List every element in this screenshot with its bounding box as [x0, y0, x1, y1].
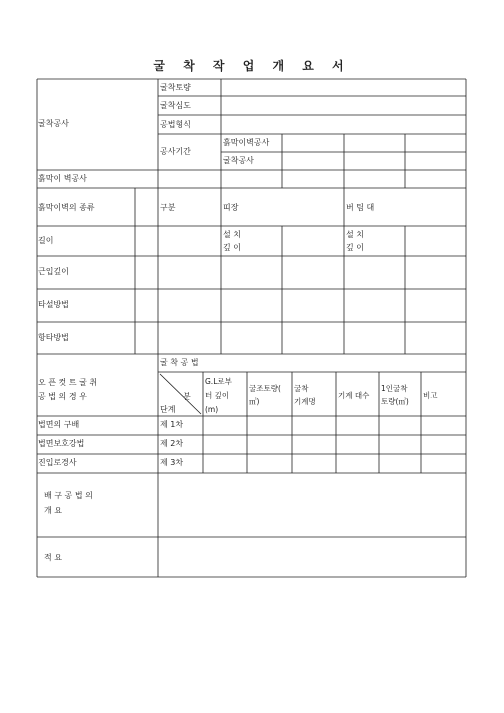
strut-install-depth-line1: 설 치: [346, 230, 364, 239]
gl-depth-line2: 터 깊이: [205, 391, 230, 400]
construction-method-label: 공법형식: [160, 120, 191, 129]
stage-1-label: 제 1차: [160, 420, 184, 429]
remarks-label: 비고: [423, 391, 438, 400]
period-excavation-label: 굴착공사: [223, 156, 254, 165]
open-cut-label-line1: 오 픈 컷 트 굴 취: [38, 378, 98, 387]
wale-install-depth-line2: 깊 이: [223, 243, 241, 252]
access-road-slope-label: 진입로경사: [38, 458, 77, 467]
gl-depth-line1: G.L로부: [205, 377, 232, 386]
excavation-depth-label: 굴착심도: [160, 101, 191, 110]
summary-label: 적 요: [44, 553, 62, 562]
period-retaining-wall-label: 흙막이벽공사: [223, 138, 270, 147]
diagonal-header-stage: 단계: [160, 405, 176, 414]
document-title: 굴 착 작 업 개 요 서: [153, 59, 351, 73]
gl-depth-line3: (m): [205, 405, 219, 414]
strut-install-depth-line2: 깊 이: [346, 243, 364, 252]
soil-volume-line1: 굴조토량(: [249, 384, 281, 393]
length-label: 길이: [38, 236, 54, 245]
drainage-method-label-line1: 배 구 공 법 의: [44, 491, 93, 500]
retaining-wall-type-label: 흙막이벽의 종류: [38, 203, 95, 212]
per-person-volume-line1: 1인굴착: [381, 384, 408, 393]
open-cut-label-line2: 공 법 의 경 우: [38, 392, 87, 401]
per-person-volume-line2: 토량(㎥): [381, 397, 409, 406]
machine-name-line1: 굴착: [294, 384, 309, 393]
retaining-wall-work-label: 흙막이 벽공사: [38, 174, 87, 183]
embedment-depth-label: 근입깊이: [38, 267, 69, 276]
excavation-volume-label: 굴착토량: [160, 83, 191, 92]
diagonal-header-top: 분: [183, 392, 191, 401]
strut-label: 버 팀 대: [346, 203, 375, 212]
pile-driving-method-label: 항타방법: [38, 333, 69, 342]
construction-period-label: 공사기간: [160, 147, 191, 156]
stage-2-label: 제 2차: [160, 439, 184, 448]
soil-volume-line2: ㎥): [249, 397, 260, 406]
drainage-method-label-line2: 개 요: [44, 506, 62, 515]
machine-count-label: 기계 대수: [338, 391, 370, 400]
excavation-method-header: 굴 착 공 법: [160, 358, 199, 367]
wale-label: 띠장: [223, 203, 239, 212]
excavation-label: 굴착공사: [38, 119, 69, 128]
placement-method-label: 타설방법: [38, 300, 69, 309]
stage-3-label: 제 3차: [160, 458, 184, 467]
slope-protection-label: 법면보호강법: [38, 439, 85, 448]
slope-gradient-label: 법면의 구배: [38, 420, 80, 429]
machine-name-line2: 기계명: [294, 397, 316, 406]
division-label: 구분: [160, 203, 176, 212]
wale-install-depth-line1: 설 치: [223, 230, 241, 239]
